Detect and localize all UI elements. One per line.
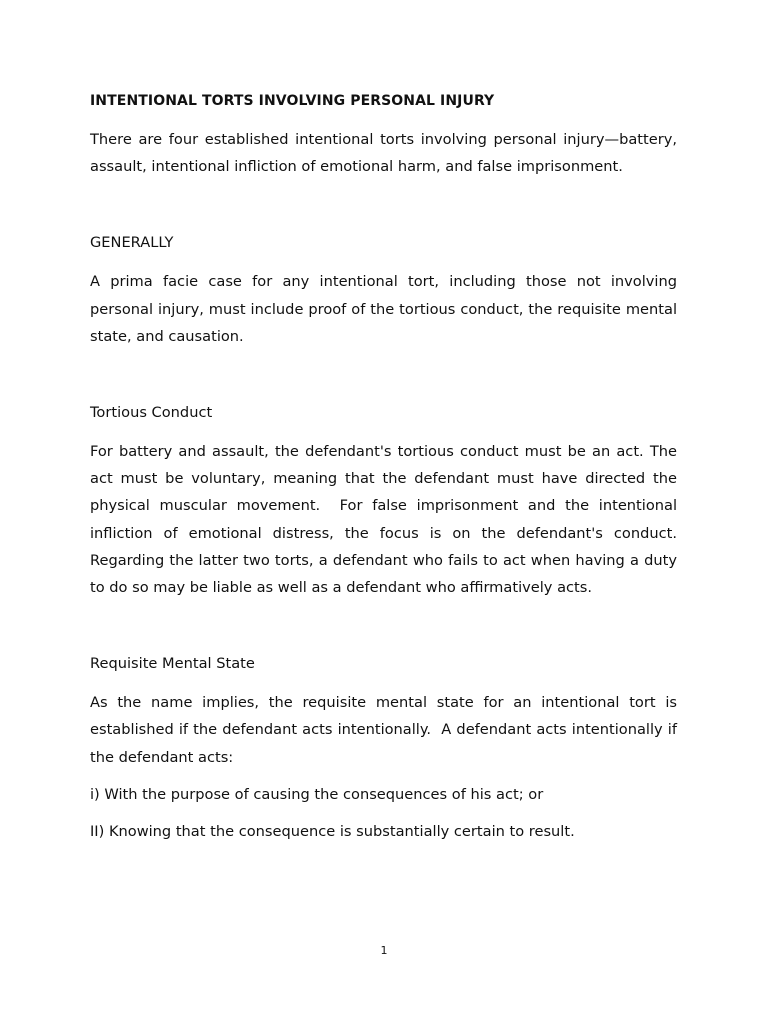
section-paragraph-requisite-mental-state: As the name implies, the requisite mental state for an intentional tort is established if the defendant acts intentionally. A defendant acts intentionally if the defendant acts: [90, 694, 682, 766]
section-heading-generally: GENERALLY [90, 234, 174, 252]
document-body [90, 90, 687, 855]
section-paragraph-tortious-conduct: For battery and assault, the defendant's tortious conduct must be an act. The act must be voluntary, meaning that the defendant must have directed the physical muscular movement. For false imprisonment and the intentional infliction of emotional distress, the focus is on the defendant's conduct. Regarding the latter two torts, a defendant who fails to act when having a duty to do so may be liable as well as a defendant who affirmatively acts. [90, 443, 687, 597]
page-number: 1 [380, 944, 388, 957]
document-title: INTENTIONAL TORTS INVOLVING PERSONAL INJURY [90, 93, 495, 109]
intro-paragraph: There are four established intentional torts involving personal injury—battery, assault, intentional infliction of emotional harm, and false imprisonment. [90, 131, 682, 176]
section-paragraph-generally: A prima facie case for any intentional tort, including those not involving personal injury, must include proof of the tortious conduct, the requisite mental state, and causation. [90, 273, 682, 345]
list-item: i) With the purpose of causing the consequences of his act; or [90, 785, 544, 803]
section-heading-tortious-conduct: Tortious Conduct [90, 404, 213, 422]
list-item: II) Knowing that the consequence is substantially certain to result. [90, 823, 575, 841]
section-heading-requisite-mental-state: Requisite Mental State [90, 655, 255, 673]
